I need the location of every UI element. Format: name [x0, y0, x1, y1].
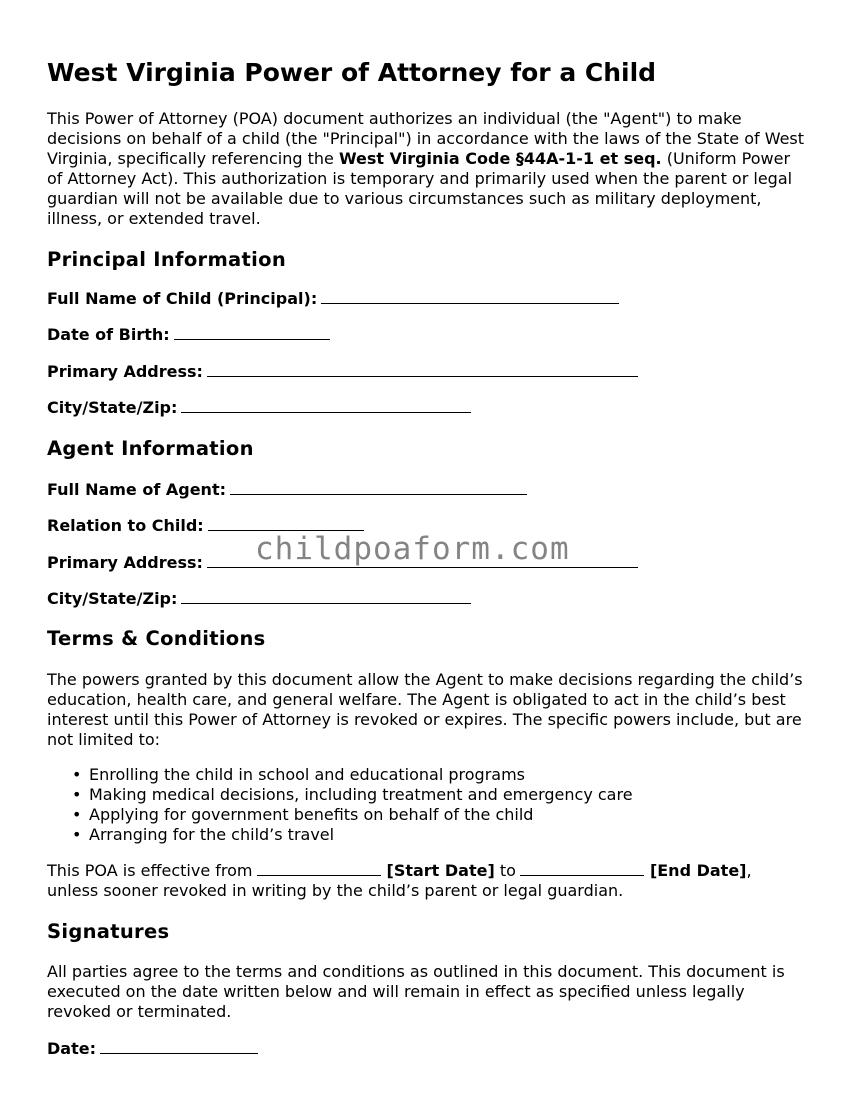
field-label: Full Name of Child (Principal):	[47, 289, 318, 308]
effective-suffix: unless sooner revoked in writing by the child’s parent or legal guardian.	[47, 881, 624, 900]
signatures-paragraph: All parties agree to the terms and conditions as outlined in this document. This document is executed on the date written below and will remain in effect as specified unless legally revoked or terminated.	[47, 962, 785, 1021]
end-date-blank[interactable]	[520, 861, 644, 876]
principal-city-blank[interactable]	[181, 398, 471, 413]
field-label: Primary Address:	[47, 362, 203, 381]
list-item: • Applying for government benefits on behalf of the child	[89, 805, 633, 825]
start-date-blank[interactable]	[257, 861, 381, 876]
intro-text-start: This Power of Attorney (POA) document authorizes an individual (the "Agent") to make decisions on behalf of a child (the "Principal") in accordance with the laws of the State of West Virginia, specifically referencing the	[47, 109, 805, 168]
signature-date-blank[interactable]	[100, 1039, 258, 1054]
list-item: • Making medical decisions, including treatment and emergency care	[89, 785, 633, 805]
dob-blank[interactable]	[174, 325, 330, 340]
field-label: Date:	[47, 1039, 96, 1058]
field-label: City/State/Zip:	[47, 398, 178, 417]
end-date-label: [End Date]	[649, 861, 747, 880]
effective-to: to	[499, 861, 516, 880]
child-name-blank[interactable]	[321, 289, 619, 304]
principal-city-field[interactable]	[47, 398, 471, 418]
effective-dates-line	[47, 861, 752, 881]
principal-dob-field[interactable]	[47, 325, 330, 345]
principal-child-name-field[interactable]	[47, 289, 619, 309]
effective-prefix: This POA is effective from	[47, 861, 253, 880]
list-item: • Arranging for the child’s travel	[89, 825, 633, 845]
signatures-heading: Signatures	[47, 920, 170, 943]
start-date-label: [Start Date]	[386, 861, 495, 880]
field-label: Full Name of Agent:	[47, 480, 226, 499]
signature-date-field[interactable]	[47, 1039, 258, 1059]
agent-heading: Agent Information	[47, 437, 254, 460]
field-label: Date of Birth:	[47, 325, 170, 344]
statute-citation: West Virginia Code §44A-1-1 et seq.	[338, 149, 662, 168]
watermark-text: childpoaform.com	[255, 531, 570, 567]
principal-address-blank[interactable]	[207, 362, 638, 377]
list-item: • Enrolling the child in school and educational programs	[89, 765, 633, 785]
principal-address-field[interactable]	[47, 362, 638, 382]
agent-city-field[interactable]	[47, 589, 471, 609]
intro-paragraph	[47, 109, 807, 229]
effective-comma: ,	[746, 861, 752, 880]
field-label: Primary Address:	[47, 553, 203, 572]
document-title: West Virginia Power of Attorney for a Child	[47, 58, 657, 87]
agent-name-blank[interactable]	[230, 480, 527, 495]
agent-name-field[interactable]	[47, 480, 527, 500]
relation-blank[interactable]	[208, 516, 364, 531]
terms-paragraph: The powers granted by this document allow the Agent to make decisions regarding the child’s education, health care, and general welfare. The Agent is obligated to act in the child’s best interest until this Power of Attorney is revoked or expires. The specific powers include, but are not limited to:	[47, 670, 803, 749]
powers-list	[47, 765, 633, 845]
field-label: Relation to Child:	[47, 516, 204, 535]
principal-heading: Principal Information	[47, 248, 287, 271]
terms-heading: Terms & Conditions	[47, 627, 266, 650]
agent-city-blank[interactable]	[181, 589, 471, 604]
intro-text-end: (Uniform Power of Attorney Act). This authorization is temporary and primarily used when the parent or legal guardian will not be available due to various circumstances such as military deployment, illness, or extended travel.	[47, 149, 793, 228]
field-label: City/State/Zip:	[47, 589, 178, 608]
